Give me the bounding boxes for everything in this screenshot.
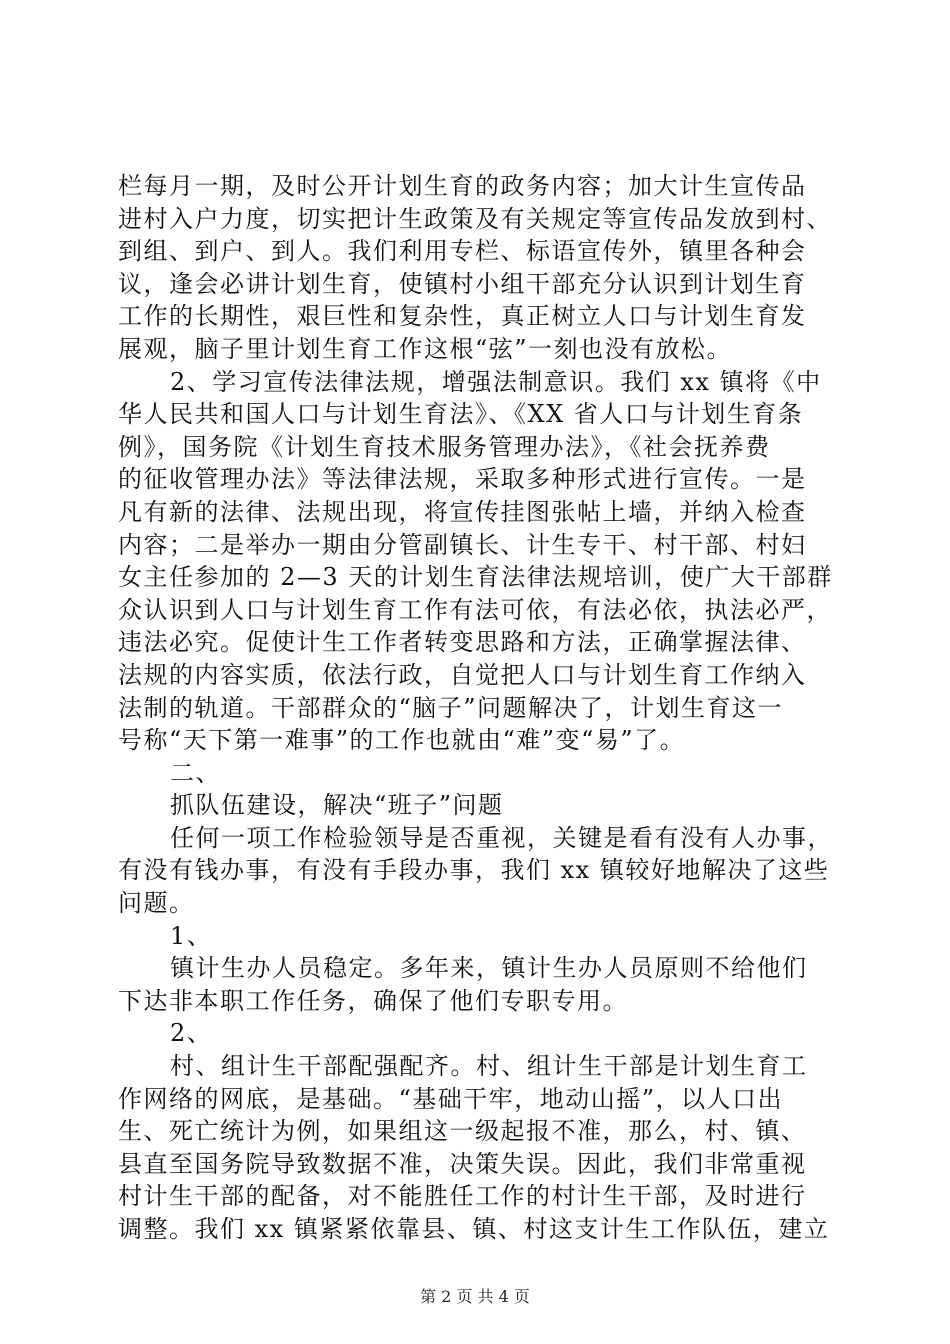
page-footer: 第 2 页 共 4 页 (420, 1287, 530, 1306)
text-line: 二、 (170, 758, 221, 787)
text-line: 下达非本职工作任务，确保了他们专职专用。 (118, 986, 628, 1015)
text-line: 镇计生办人员稳定。多年来，镇计生办人员原则不给他们 (170, 954, 808, 983)
text-line: 问题。 (118, 889, 195, 918)
text-line: 例》，国务院《计划生育技术服务管理办法》，《社会抚养费 (118, 432, 771, 461)
text-line: 女主任参加的 2—3 天的计划生育法律法规培训，使广大干部群 (118, 563, 833, 592)
text-line: 栏每月一期，及时公开计划生育的政务内容；加大计生宣传品 (118, 172, 807, 200)
text-line: 议，逢会必讲计划生育，使镇村小组干部充分认识到计划生育 (118, 269, 807, 298)
text-line: 华人民共和国人口与计划生育法》、《XX 省人口与计划生育条 (118, 400, 804, 429)
text-line: 法规的内容实质，依法行政，自觉把人口与计划生育工作纳入 (118, 660, 807, 689)
text-line: 工作的长期性，艰巨性和复杂性，真正树立人口与计划生育发 (118, 302, 807, 331)
text-line: 的征收管理办法》等法律法规，采取多种形式进行宣传。一是 (118, 465, 807, 494)
text-line: 有没有钱办事，有没有手段办事，我们 xx 镇较好地解决了这些 (118, 856, 830, 885)
text-line: 到组、到户、到人。我们利用专栏、标语宣传外，镇里各种会 (118, 237, 807, 266)
text-line: 生、死亡统计为例，如果组这一级起报不准，那么，村、镇、 (118, 1117, 807, 1146)
text-line: 进村入户力度，切实把计生政策及有关规定等宣传品发放到村、 (118, 204, 832, 233)
text-line: 村计生干部的配备，对不能胜任工作的村计生干部，及时进行 (118, 1182, 807, 1211)
text-line: 村、组计生干部配强配齐。村、组计生干部是计划生育工 (170, 1052, 808, 1081)
text-line: 1、 (170, 921, 213, 950)
text-line: 违法必究。促使计生工作者转变思路和方法，正确掌握法律、 (118, 628, 807, 657)
text-line: 法制的轨道。干部群众的“脑子”问题解决了，计划生育这一 (118, 693, 784, 722)
text-line: 众认识到人口与计划生育工作有法可依，有法必依，执法必严， (118, 595, 832, 624)
text-line: 展观，脑子里计划生育工作这根“弦”一刻也没有放松。 (118, 334, 733, 363)
text-line: 调整。我们 xx 镇紧紧依靠县、镇、村这支计生工作队伍，建立 (118, 1215, 830, 1243)
text-line: 2、学习宣传法律法规，增强法制意识。我们 xx 镇将《中 (170, 367, 822, 396)
text-line: 号称“天下第一难事”的工作也就由“难”变“易”了。 (118, 726, 686, 755)
text-line: 县直至国务院导致数据不准，决策失误。因此，我们非常重视 (118, 1149, 807, 1178)
text-line: 凡有新的法律、法规出现，将宣传挂图张帖上墙，并纳入检查 (118, 497, 807, 526)
text-line: 作网络的网底，是基础。“基础干牢，地动山摇”，以人口出 (118, 1084, 784, 1113)
text-line: 2、 (170, 1019, 213, 1048)
text-line: 内容；二是举办一期由分管副镇长、计生专干、村干部、村妇 (118, 530, 807, 559)
text-line: 任何一项工作检验领导是否重视，关键是看有没有人办事， (170, 823, 833, 852)
text-line: 抓队伍建设，解决“班子”问题 (170, 791, 504, 820)
document-body (118, 170, 838, 1246)
